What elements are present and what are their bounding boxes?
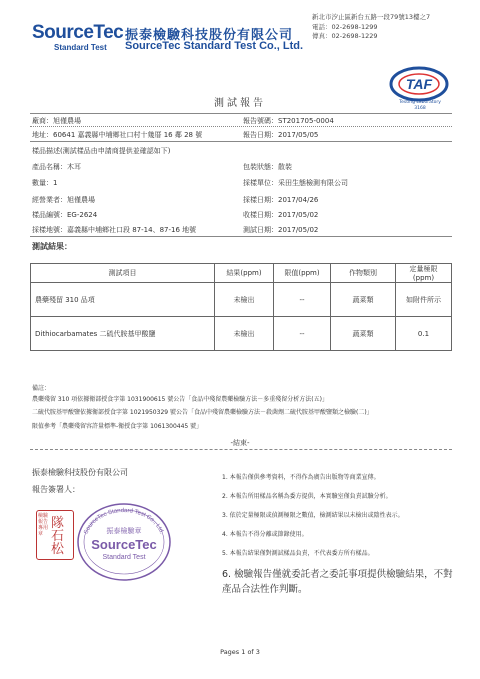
sample-no-row [32, 210, 97, 220]
product-value: 木耳 [67, 163, 81, 171]
results-table [30, 263, 452, 351]
table-cell: Dithiocarbamates 二硫代胺基甲酸鹽 [31, 317, 215, 351]
client-value: 旭僅農場 [53, 117, 81, 125]
divider [30, 126, 452, 127]
company-tel: 電話：02-2698-1299 [312, 22, 378, 31]
red-seal-name: 隊石松 [51, 516, 65, 557]
test-date-label: 測試日期： [243, 226, 278, 234]
package-value: 散裝 [278, 163, 292, 171]
sample-no-label: 樣品編號： [32, 211, 67, 219]
round-stamp-arc-text: SourceTec Standard Test Co., Ltd. [83, 507, 165, 536]
table-cell: -- [274, 317, 331, 351]
table-cell: 0.1 [396, 317, 452, 351]
product-row [32, 162, 81, 172]
red-seal-text: 檢驗報告專用章 [38, 513, 49, 537]
table-cell: 未檢出 [215, 283, 274, 317]
sample-date-label: 採樣日期： [243, 196, 278, 204]
company-address: 新北市汐止區新台五路一段79號13樓之7 [312, 13, 431, 21]
company-contact [312, 13, 430, 42]
company-name-zh: 振泰檢驗科技股份有限公司 [125, 28, 294, 43]
company-round-stamp [76, 502, 172, 582]
report-date-value: 2017/05/05 [278, 131, 319, 139]
sampler-label: 採樣單位： [243, 179, 278, 187]
table-header-row [31, 264, 452, 283]
test-date-row [243, 225, 318, 235]
round-stamp-logo: SourceTec [91, 537, 157, 552]
divider [30, 236, 452, 237]
column-header: 測試項目 [31, 264, 215, 283]
product-label: 產品名稱： [32, 163, 67, 171]
package-label: 包裝狀態： [243, 163, 278, 171]
column-header: 定量極限(ppm) [396, 264, 452, 283]
table-row [31, 283, 452, 317]
address-label: 地址： [32, 131, 53, 139]
sampler-value: 采田生態檢測有限公司 [278, 179, 348, 187]
note-line: 限值參考「農藥殘留容許量標準-衛授食字第 1061300445 號」 [32, 423, 203, 430]
receive-date-label: 收樣日期： [243, 211, 278, 219]
column-header: 限值(ppm) [274, 264, 331, 283]
remark-item: 4. 本報告不得分離或節錄使用。 [222, 531, 308, 538]
report-date-row [243, 130, 318, 140]
report-no-value: ST201705-0004 [278, 117, 334, 125]
report-no-row [243, 116, 334, 126]
sample-date-row [243, 195, 318, 205]
sample-date-value: 2017/04/26 [278, 196, 319, 204]
report-date-label: 報告日期： [243, 131, 278, 139]
remark-item: 6. 檢驗報告僅就委託者之委託事項提供檢驗結果，不對產品合法性作判斷。 [222, 569, 453, 595]
report-no-label: 報告號碼： [243, 117, 278, 125]
table-cell: 農藥殘留 310 品項 [31, 283, 215, 317]
note-line: 農藥殘留 310 項依據衛部授食字第 1031900615 號公告「食品中殘留農藥檢驗方法－多重殘留分析方法(五)」 [32, 396, 328, 403]
dealer-value: 旭僅農場 [67, 196, 95, 204]
site-label: 採樣地號： [32, 226, 67, 234]
divider [30, 113, 452, 114]
site-row [32, 225, 196, 235]
end-marker: -結束- [230, 439, 250, 447]
column-header: 作物類別 [331, 264, 396, 283]
quantity-label: 數量： [32, 179, 53, 187]
divider [30, 141, 452, 142]
column-header: 結果(ppm) [215, 264, 274, 283]
company-name-en: SourceTec Standard Test Co., Ltd. [125, 40, 304, 52]
remark-item: 5. 本報告結果僅對測試樣品負責，不代表委方所有樣品。 [222, 550, 374, 557]
remark-item: 3. 依於定量極限或偵測極限之數值，檢測結果以未檢出或陰性表示。 [222, 512, 404, 519]
client-label: 廠商： [32, 117, 53, 125]
sample-no-value: EG-2624 [67, 211, 98, 219]
table-cell: 未檢出 [215, 317, 274, 351]
quantity-row [32, 178, 57, 188]
company-logo: SourceTec [32, 22, 124, 43]
receive-date-value: 2017/05/02 [278, 211, 319, 219]
table-cell: 蔬菜類 [331, 283, 396, 317]
quantity-value: 1 [53, 179, 58, 187]
signer-label: 報告簽署人： [32, 485, 80, 494]
company-fax: 傳真：02-2698-1229 [312, 32, 378, 40]
taf-lab-number: 3168 [414, 105, 426, 111]
remarks-list [222, 472, 462, 607]
sample-description: 樣品描述(測試樣品由申請商提供並確認如下) [32, 147, 171, 155]
note-line: 二硫代胺基甲酸鹽依據衛部授食字第 1021950329 號公告「食品中殘留農藥檢驗方法－殺菌劑二硫代胺基甲酸鹽類之檢驗(二)」 [32, 409, 373, 416]
receive-date-row [243, 210, 318, 220]
notes-label: 備註： [32, 385, 51, 392]
taf-lab-text: Testing Laboratory [399, 100, 441, 105]
test-date-value: 2017/05/02 [278, 226, 319, 234]
table-cell: 蔬菜類 [331, 317, 396, 351]
round-stamp-zh: 振泰檢驗章 [106, 527, 142, 535]
table-cell: 如附件所示 [396, 283, 452, 317]
page-number: Pages 1 of 3 [220, 648, 260, 656]
document-title: 測試報告 [214, 98, 266, 109]
dealer-row [32, 195, 95, 205]
taf-text: TAF [405, 76, 433, 92]
site-value: 嘉義縣中埔鄉社口段 87-14、87-16 地號 [67, 226, 197, 234]
client-row [32, 116, 81, 126]
signing-company: 振泰檢驗科技股份有限公司 [32, 468, 128, 477]
results-title: 測試結果： [32, 242, 72, 251]
sampler-row [243, 178, 348, 188]
table-row [31, 317, 452, 351]
address-row [32, 130, 202, 140]
red-seal-stamp [36, 510, 74, 560]
remark-item: 2. 本報告所用樣品名稱為委方提供，本實驗室僅負責試驗分析。 [222, 493, 392, 500]
package-row [243, 162, 292, 172]
divider [30, 449, 452, 450]
dealer-label: 經營業者： [32, 196, 67, 204]
company-logo-subtitle: Standard Test [54, 43, 107, 52]
remark-item: 1. 本報告僅供參考資料，不得作為廣告出版物等商業宣傳。 [222, 474, 380, 481]
round-stamp-sub: Standard Test [102, 554, 146, 561]
address-value: 60641 嘉義縣中埔鄉社口村十幾厝 16 鄰 28 號 [53, 131, 203, 139]
table-cell: -- [274, 283, 331, 317]
